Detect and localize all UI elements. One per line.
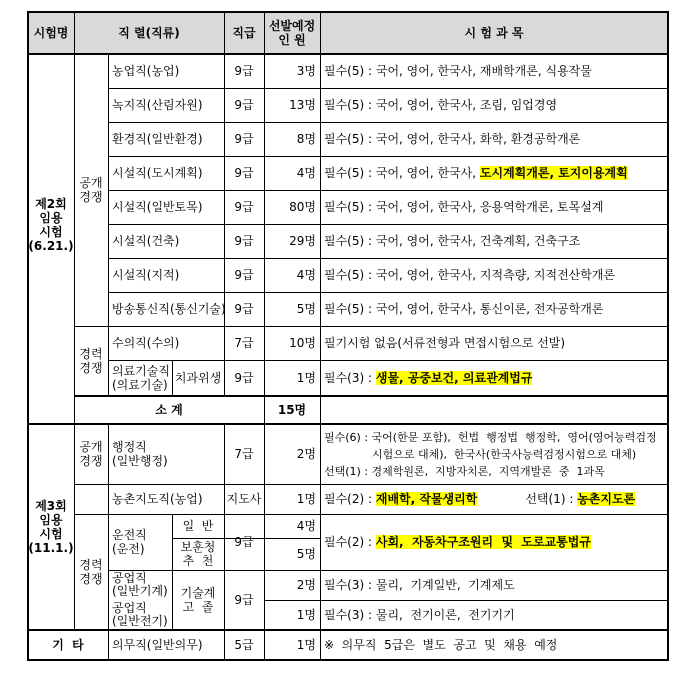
exam3-driver-sub2 <box>172 538 224 570</box>
exam3-name <box>28 424 74 630</box>
exam3-mech-grade: 9급 <box>234 593 254 607</box>
exam3-open-label <box>74 424 108 484</box>
line <box>74 395 668 397</box>
exam3-guidance-subj-pre: 필수(2) : <box>324 492 376 506</box>
exam2-row-subjects <box>320 122 668 156</box>
exam3-mech-job <box>108 570 172 600</box>
exam2-career1-subj: 필기시험 없음(서류전형과 면접시험으로 선발) <box>324 336 566 350</box>
exam2-row-subjects-highlight: 도시계획개론, 토지이용계획 <box>479 166 628 180</box>
line <box>27 53 669 55</box>
line <box>108 224 668 225</box>
exam2-career-label <box>74 326 108 396</box>
exam3-elec-job-l1: 공업직 <box>112 601 147 615</box>
exam2-row-grade: 9급 <box>234 64 254 78</box>
header-exam: 시험명 <box>33 26 69 40</box>
exam2-subtotal-label: 소 계 <box>155 403 183 417</box>
exam3-admin-job-l1: 행정직 <box>112 440 147 454</box>
exam2-row-count: 80명 <box>289 200 316 214</box>
exam3-driver-job-l1: 운전직 <box>112 528 147 542</box>
exam2-career1-grade: 7급 <box>234 336 254 350</box>
other-grade: 5급 <box>234 638 254 652</box>
exam3-driver-job-l2: (운전) <box>112 542 145 556</box>
exam2-career2-sub: 치과위생 <box>174 371 222 385</box>
exam2-row-job: 방송통신직(통신기술) <box>112 302 226 316</box>
exam3-guidance-grade: 지도사 <box>226 492 262 506</box>
exam3-driver-count1: 4명 <box>296 519 316 533</box>
exam2-row-count: 29명 <box>289 234 316 248</box>
exam3-admin-count: 2명 <box>296 447 316 461</box>
exam2-open-label <box>74 54 108 326</box>
exam2-row-job: 농업직(농업) <box>112 64 180 78</box>
exam3-admin-subj-l2: 시험으로 대체), 한국사(한국사능력검정시험으로 대체) <box>372 447 637 461</box>
other-count: 1명 <box>296 638 316 652</box>
exam3-elec-count: 1명 <box>296 608 316 622</box>
exam3-career-l1: 경력 <box>79 558 103 572</box>
line <box>27 629 669 631</box>
exam3-guidance-count: 1명 <box>296 492 316 506</box>
exam3-driver-sub2-l1: 보훈청 <box>180 540 216 554</box>
exam2-career2-job <box>108 360 172 396</box>
line <box>667 11 669 661</box>
header-grade: 직급 <box>232 26 256 40</box>
exam2-career1-job: 수의직(수의) <box>112 336 180 350</box>
exam3-mech-job-l2: (일반기계) <box>112 584 168 598</box>
line <box>172 514 173 630</box>
line <box>108 54 109 396</box>
exam3-name-l4: (11.1.) <box>28 541 74 555</box>
line <box>27 423 669 425</box>
exam2-row-grade: 9급 <box>234 166 254 180</box>
exam2-row-grade: 9급 <box>234 234 254 248</box>
exam2-career2-grade: 9급 <box>234 371 254 385</box>
exam3-elec-subj: 필수(3) : 물리, 전기이론, 전기기기 <box>324 608 515 622</box>
exam2-name-l4: (6.21.) <box>28 239 74 253</box>
exam3-driver-subj-pre: 필수(2) : <box>324 535 376 549</box>
exam2-career2-subj <box>320 360 668 396</box>
exam3-driver-grade: 9급 <box>234 535 254 549</box>
exam3-mech-subj: 필수(3) : 물리, 기계일반, 기계제도 <box>324 578 515 592</box>
exam3-admin-job-l2: (일반행정) <box>112 454 168 468</box>
exam2-row-grade: 9급 <box>234 268 254 282</box>
line <box>108 570 668 571</box>
exam3-tech-l2: 고 졸 <box>182 600 214 614</box>
exam2-open-l1: 공개 <box>79 176 103 190</box>
other-subj: ※ 의무직 5급은 별도 공고 및 채용 예정 <box>324 638 558 652</box>
line <box>74 514 668 515</box>
exam2-row-grade: 9급 <box>234 98 254 112</box>
exam3-driver-subj-highlight: 사회, 자동차구조원리 및 도로교통법규 <box>375 535 591 549</box>
exam2-row-count: 4명 <box>296 268 316 282</box>
exam3-tech-l1: 기술계 <box>180 586 216 600</box>
exam2-career-l1: 경력 <box>79 347 103 361</box>
exam2-row-job: 시설직(건축) <box>112 234 180 248</box>
exam3-name-l2: 임용 <box>39 513 63 527</box>
line <box>264 600 668 601</box>
line <box>264 12 265 660</box>
exam3-driver-job <box>108 514 172 570</box>
exam3-driver-subj <box>320 514 668 570</box>
exam3-admin-job <box>108 424 224 484</box>
exam3-guidance-subj-highlight: 재배학, 작물생리학 <box>375 492 478 506</box>
exam2-row-subjects-text: 필수(5) : 국어, 영어, 한국사, 건축계획, 건축구조 <box>324 234 581 248</box>
exam2-row-subjects <box>320 258 668 292</box>
exam3-elec-job-l2: (일반전기) <box>112 614 168 628</box>
line <box>74 12 75 630</box>
exam2-row-subjects <box>320 156 668 190</box>
exam2-row-job: 시설직(일반토목) <box>112 200 203 214</box>
other-job: 의무직(일반의무) <box>112 638 203 652</box>
exam2-row-count: 4명 <box>296 166 316 180</box>
exam2-row-count: 3명 <box>296 64 316 78</box>
exam2-name-l1: 제2회 <box>35 197 67 211</box>
line <box>74 484 668 485</box>
header-count-line1: 선발예정 <box>268 19 316 33</box>
exam3-open-l2: 경쟁 <box>79 454 103 468</box>
exam2-row-grade: 9급 <box>234 132 254 146</box>
line <box>27 11 29 661</box>
exam2-row-subjects <box>320 292 668 326</box>
line <box>320 12 321 660</box>
line <box>108 292 668 293</box>
exam2-row-subjects <box>320 88 668 122</box>
exam3-guidance-job: 농촌지도직(농업) <box>112 492 203 506</box>
exam2-career2-subj-highlight: 생물, 공중보건, 의료관계법규 <box>375 371 533 385</box>
exam2-name-l3: 시험 <box>39 225 63 239</box>
exam2-subtotal-value: 15명 <box>277 403 307 417</box>
exam2-row-subjects-text: 필수(5) : 국어, 영어, 한국사, 화학, 환경공학개론 <box>324 132 581 146</box>
exam3-tech-label <box>172 570 224 630</box>
exam3-open-l1: 공개 <box>79 440 103 454</box>
line <box>172 360 173 396</box>
line <box>108 424 109 660</box>
exam2-row-count: 5명 <box>296 302 316 316</box>
exam3-admin-subj-l3: 선택(1) : 경제학원론, 지방자치론, 지역개발론 중 1과목 <box>324 464 605 478</box>
exam3-guidance-sel-pre: 선택(1) : <box>525 492 578 506</box>
exam3-admin-grade: 7급 <box>234 447 254 461</box>
exam3-guidance-subj <box>320 484 668 514</box>
line <box>108 360 668 361</box>
exam2-row-subjects-text: 필수(5) : 국어, 영어, 한국사, 응용역학개론, 토목설계 <box>324 200 604 214</box>
header-count-line2: 인 원 <box>278 33 306 47</box>
line <box>108 156 668 157</box>
exam3-admin-subj-l1: 필수(6) : 국어(한문 포함), 헌법 행정법 행정학, 영어(영어능력검정 <box>324 430 657 444</box>
line <box>108 190 668 191</box>
exam2-row-job: 시설직(지적) <box>112 268 180 282</box>
exam3-career-l2: 경쟁 <box>79 572 103 586</box>
exam3-guidance-sel-highlight: 농촌지도론 <box>577 492 636 506</box>
exam3-elec-job <box>108 600 172 630</box>
line <box>224 12 225 396</box>
exam2-row-subjects-text: 필수(5) : 국어, 영어, 한국사, 재배학개론, 식용작물 <box>324 64 592 78</box>
exam2-row-subjects-text: 필수(5) : 국어, 영어, 한국사, <box>324 166 480 180</box>
exam2-career-l2: 경쟁 <box>79 361 103 375</box>
line <box>27 11 669 13</box>
header-job: 직 렬(직류) <box>118 26 180 40</box>
other-label: 기 타 <box>52 638 84 652</box>
exam2-career2-subj-pre: 필수(3) : <box>324 371 376 385</box>
exam3-driver-sub2-l2: 추 천 <box>182 554 214 568</box>
exam2-row-subjects <box>320 54 668 88</box>
line <box>27 659 669 661</box>
exam3-admin-subj <box>320 424 668 484</box>
exam2-career2-count: 1명 <box>296 371 316 385</box>
exam2-row-grade: 9급 <box>234 200 254 214</box>
exam2-career2-job-l1: 의료기술직 <box>112 364 170 378</box>
exam2-open-l2: 경쟁 <box>79 190 103 204</box>
exam2-row-job: 환경직(일반환경) <box>112 132 203 146</box>
exam2-row-subjects-text: 필수(5) : 국어, 영어, 한국사, 조림, 임업경영 <box>324 98 558 112</box>
exam3-mech-count: 2명 <box>296 578 316 592</box>
exam2-row-grade: 9급 <box>234 302 254 316</box>
exam3-name-l3: 시험 <box>39 527 63 541</box>
header-count <box>264 12 320 54</box>
exam2-career2-job-l2: (의료기술) <box>112 378 168 392</box>
exam2-row-subjects-text: 필수(5) : 국어, 영어, 한국사, 지적측량, 지적전산학개론 <box>324 268 616 282</box>
exam3-mech-job-l1: 공업직 <box>112 571 147 585</box>
line <box>172 538 320 539</box>
exam2-row-job: 녹지직(산림자원) <box>112 98 203 112</box>
exam2-row-count: 13명 <box>289 98 316 112</box>
exam2-row-job: 시설직(도시계획) <box>112 166 203 180</box>
exam2-row-count: 8명 <box>296 132 316 146</box>
header-subjects: 시 험 과 목 <box>464 26 524 40</box>
exam2-row-subjects <box>320 190 668 224</box>
exam2-row-subjects <box>320 224 668 258</box>
exam3-career-label <box>74 514 108 630</box>
line <box>108 258 668 259</box>
line <box>108 88 668 89</box>
exam2-career1-count: 10명 <box>289 336 316 350</box>
line <box>74 326 668 327</box>
exam3-name-l1: 제3회 <box>35 499 67 513</box>
exam3-driver-count2: 5명 <box>296 547 316 561</box>
exam2-name-l2: 임용 <box>39 211 63 225</box>
exam3-driver-sub1: 일 반 <box>182 519 214 533</box>
exam2-name <box>28 54 74 396</box>
line <box>108 122 668 123</box>
exam2-row-subjects-text: 필수(5) : 국어, 영어, 한국사, 통신이론, 전자공학개론 <box>324 302 604 316</box>
line <box>224 424 225 660</box>
